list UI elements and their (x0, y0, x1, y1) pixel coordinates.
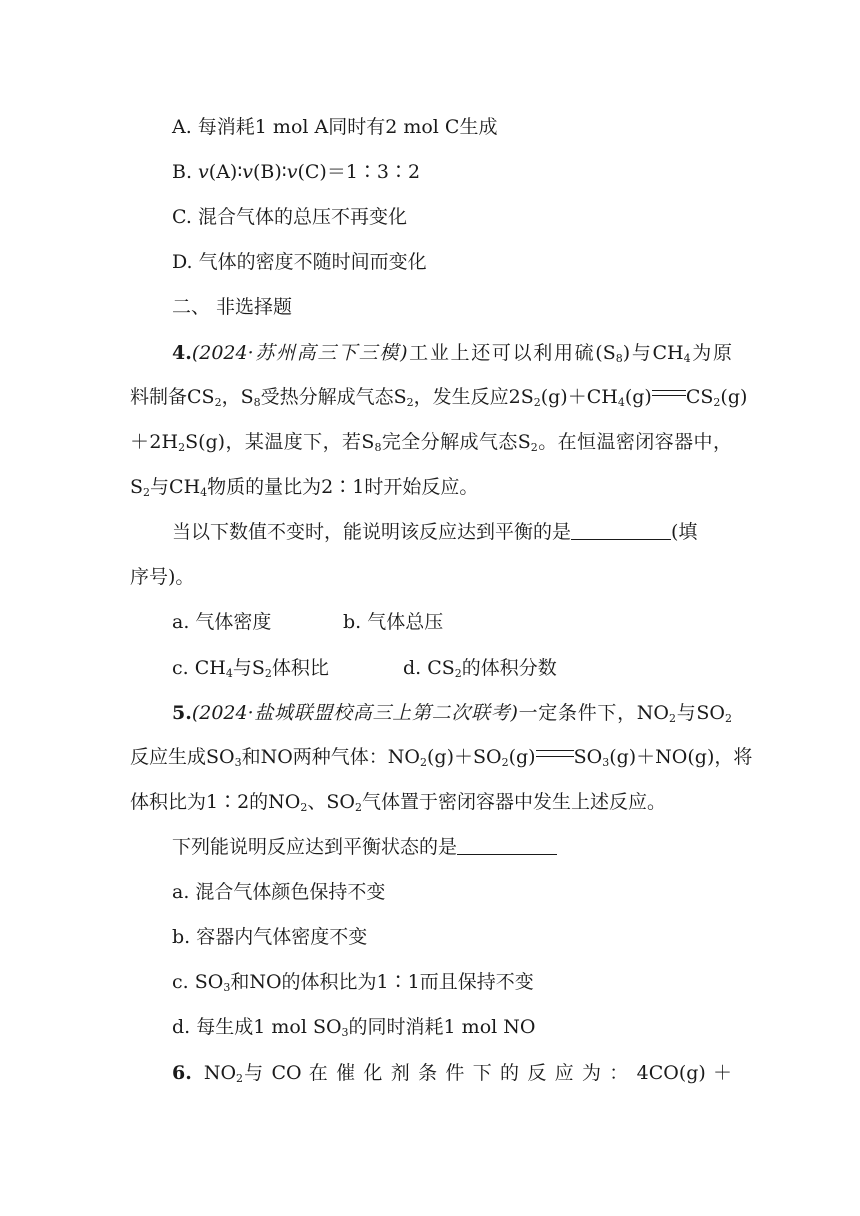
q4-option-b: b. 气体总压 (343, 611, 444, 633)
q4-option-c: c. $CH_4$与$S_2$体积比 (172, 657, 329, 680)
q5-line-2: 反应生成$SO_3$和NO两种气体：$NO_2(g)+SO_2(g)$ $SO_3(g)+NO(g)$，将 (130, 746, 753, 769)
q6-line-1: 6. $NO_2$与 CO 在 催 化 剂 条 件 下 的 反 应 为 ： 4CO(g) ＋ (172, 1062, 732, 1085)
q3-option-d: D. 气体的密度不随时间而变化 (172, 251, 427, 273)
q5-option-b: b. 容器内气体密度不变 (172, 926, 368, 948)
q4-line-2: 料制备$CS_2$，$S_8$受热分解成气态$S_2$，发生反应$2S_2(g)+CH_4(g)$ $CS_2(g)$ (130, 386, 748, 409)
q5-option-a: a. 混合气体颜色保持不变 (172, 881, 386, 903)
q4-option-a: a. 气体密度 (172, 611, 272, 633)
q4-option-d: d. $CS_2$的体积分数 (403, 657, 557, 680)
q3-option-b: B. v(A)∶v(B)∶v(C)＝1∶3∶2 (172, 161, 421, 183)
q4-prompt: 当以下数值不变时，能说明该反应达到平衡的是 (填 (172, 521, 698, 543)
section-heading: 二、 非选择题 (172, 296, 293, 318)
q5-line-1: 5.(2024·盐城联盟校高三上第二次联考)一定条件下，$NO_2$与$SO_2$ (172, 702, 733, 725)
q5-option-c: c. $SO_3$和NO的体积比为1∶1而且保持不变 (172, 971, 534, 994)
q4-line-3: $+2H_2S(g)$，某温度下，若$S_8$完全分解成气态$S_2$。在恒温密闭容器中， (130, 431, 732, 454)
q5-option-d: d. 每生成1 mol $SO_3$的同时消耗1 mol NO (172, 1016, 536, 1039)
q3-option-a: A. 每消耗1 mol A同时有2 mol C生成 (172, 116, 498, 138)
answer-blank[interactable] (457, 836, 557, 855)
q4-line-1: 4.(2024·苏州高三下三模)工业上还可以利用硫$(S_8)$与$CH_4$为原 (172, 342, 732, 365)
reversible-arrow-icon (536, 748, 574, 760)
q5-prompt: 下列能说明反应达到平衡状态的是 (172, 834, 557, 860)
answer-blank[interactable] (571, 521, 671, 540)
q4-prompt-cont: 序号)。 (130, 566, 195, 588)
q3-option-c: C. 混合气体的总压不再变化 (172, 206, 407, 228)
q4-line-4: $S_2$与$CH_4$物质的量比为2∶1时开始反应。 (130, 476, 479, 499)
q5-line-3: 体积比为1∶2的$NO_2$、$SO_2$气体置于密闭容器中发生上述反应。 (130, 791, 666, 814)
equals-sign (652, 389, 686, 399)
